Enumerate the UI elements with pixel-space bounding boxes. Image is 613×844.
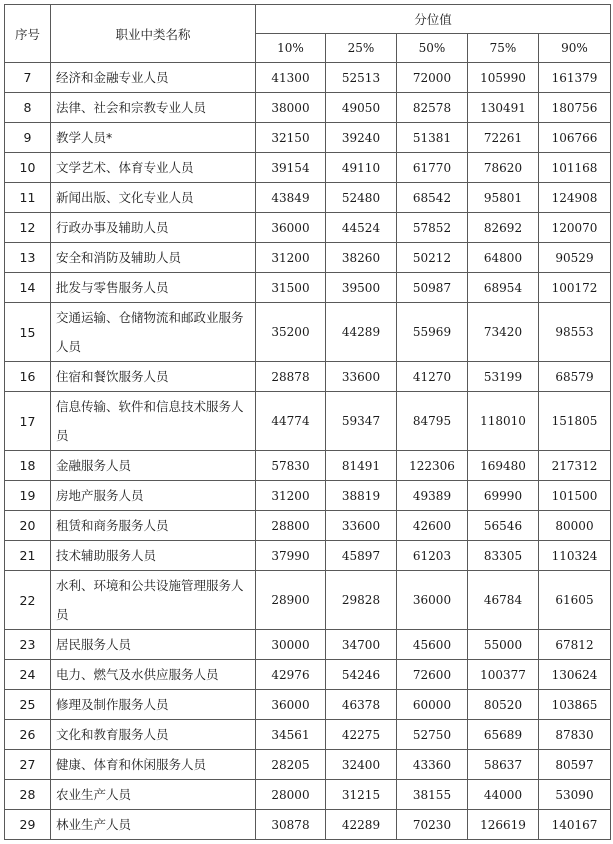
percentile-header: 90% — [539, 34, 611, 63]
table-row — [5, 183, 611, 213]
percentile-value: 36000 — [397, 571, 468, 630]
percentile-value: 35200 — [256, 303, 326, 362]
percentile-value: 118010 — [468, 392, 539, 451]
percentile-value: 126619 — [468, 810, 539, 840]
row-index: 27 — [5, 750, 51, 780]
table-row — [5, 392, 611, 451]
percentile-value: 90529 — [539, 243, 611, 273]
table-row — [5, 303, 611, 362]
row-index: 11 — [5, 183, 51, 213]
table-row — [5, 630, 611, 660]
percentile-value: 38000 — [256, 93, 326, 123]
percentile-value: 100172 — [539, 273, 611, 303]
table-row — [5, 362, 611, 392]
percentile-value: 39500 — [326, 273, 397, 303]
occupation-name: 经济和金融专业人员 — [51, 63, 256, 93]
percentile-value: 103865 — [539, 690, 611, 720]
percentile-value: 130491 — [468, 93, 539, 123]
occupation-name: 农业生产人员 — [51, 780, 256, 810]
table-row — [5, 511, 611, 541]
percentile-value: 130624 — [539, 660, 611, 690]
table-row — [5, 123, 611, 153]
row-index: 23 — [5, 630, 51, 660]
occupation-name: 租赁和商务服务人员 — [51, 511, 256, 541]
percentile-value: 64800 — [468, 243, 539, 273]
table-row — [5, 810, 611, 840]
percentile-value: 45897 — [326, 541, 397, 571]
salary-percentile-table — [4, 4, 611, 840]
occupation-name: 金融服务人员 — [51, 451, 256, 481]
row-index: 29 — [5, 810, 51, 840]
percentile-value: 42976 — [256, 660, 326, 690]
row-index: 9 — [5, 123, 51, 153]
percentile-value: 60000 — [397, 690, 468, 720]
occupation-name: 交通运输、仓储物流和邮政业服务人员 — [51, 303, 256, 362]
percentile-value: 36000 — [256, 213, 326, 243]
percentile-value: 57852 — [397, 213, 468, 243]
table-body — [5, 63, 611, 840]
percentile-value: 32400 — [326, 750, 397, 780]
row-index: 28 — [5, 780, 51, 810]
percentile-value: 44524 — [326, 213, 397, 243]
row-index: 10 — [5, 153, 51, 183]
table-row — [5, 660, 611, 690]
percentile-value: 72261 — [468, 123, 539, 153]
occupation-name: 新闻出版、文化专业人员 — [51, 183, 256, 213]
row-index: 13 — [5, 243, 51, 273]
table-row — [5, 273, 611, 303]
percentile-value: 59347 — [326, 392, 397, 451]
percentile-value: 41270 — [397, 362, 468, 392]
percentile-value: 49050 — [326, 93, 397, 123]
occupation-name: 居民服务人员 — [51, 630, 256, 660]
percentile-value: 95801 — [468, 183, 539, 213]
occupation-name: 文学艺术、体育专业人员 — [51, 153, 256, 183]
row-index: 19 — [5, 481, 51, 511]
table-row — [5, 63, 611, 93]
row-index: 20 — [5, 511, 51, 541]
percentile-value: 56546 — [468, 511, 539, 541]
percentile-value: 67812 — [539, 630, 611, 660]
percentile-value: 53199 — [468, 362, 539, 392]
occupation-name: 信息传输、软件和信息技术服务人员 — [51, 392, 256, 451]
percentile-value: 38819 — [326, 481, 397, 511]
percentile-value: 30000 — [256, 630, 326, 660]
percentile-value: 52750 — [397, 720, 468, 750]
percentile-value: 43360 — [397, 750, 468, 780]
percentile-value: 80597 — [539, 750, 611, 780]
percentile-value: 51381 — [397, 123, 468, 153]
percentile-value: 101168 — [539, 153, 611, 183]
percentile-value: 80520 — [468, 690, 539, 720]
occupation-name: 电力、燃气及水供应服务人员 — [51, 660, 256, 690]
percentile-value: 68954 — [468, 273, 539, 303]
percentile-value: 44774 — [256, 392, 326, 451]
percentile-value: 98553 — [539, 303, 611, 362]
table-row — [5, 481, 611, 511]
percentile-value: 73420 — [468, 303, 539, 362]
occupation-name: 健康、体育和休闲服务人员 — [51, 750, 256, 780]
percentile-value: 36000 — [256, 690, 326, 720]
percentile-value: 39154 — [256, 153, 326, 183]
percentile-value: 52513 — [326, 63, 397, 93]
percentile-value: 33600 — [326, 511, 397, 541]
percentile-value: 105990 — [468, 63, 539, 93]
percentile-value: 39240 — [326, 123, 397, 153]
percentile-value: 37990 — [256, 541, 326, 571]
occupation-name: 住宿和餐饮服务人员 — [51, 362, 256, 392]
header-row — [5, 5, 611, 34]
row-index: 15 — [5, 303, 51, 362]
row-index: 8 — [5, 93, 51, 123]
percentile-value: 68579 — [539, 362, 611, 392]
percentile-value: 34700 — [326, 630, 397, 660]
percentile-value: 44000 — [468, 780, 539, 810]
percentile-value: 169480 — [468, 451, 539, 481]
occupation-name: 安全和消防及辅助人员 — [51, 243, 256, 273]
index-column-header: 序号 — [5, 5, 51, 63]
percentile-value: 106766 — [539, 123, 611, 153]
percentile-value: 78620 — [468, 153, 539, 183]
occupation-name: 行政办事及辅助人员 — [51, 213, 256, 243]
table-row — [5, 451, 611, 481]
percentile-value: 54246 — [326, 660, 397, 690]
percentile-value: 41300 — [256, 63, 326, 93]
percentile-value: 33600 — [326, 362, 397, 392]
percentile-value: 28878 — [256, 362, 326, 392]
percentile-value: 72600 — [397, 660, 468, 690]
occupation-name: 修理及制作服务人员 — [51, 690, 256, 720]
row-index: 14 — [5, 273, 51, 303]
percentile-value: 122306 — [397, 451, 468, 481]
percentile-value: 45600 — [397, 630, 468, 660]
occupation-name: 技术辅助服务人员 — [51, 541, 256, 571]
percentile-value: 46784 — [468, 571, 539, 630]
percentile-value: 72000 — [397, 63, 468, 93]
table-row — [5, 541, 611, 571]
table-row — [5, 213, 611, 243]
percentile-value: 31200 — [256, 243, 326, 273]
percentile-value: 120070 — [539, 213, 611, 243]
percentile-value: 69990 — [468, 481, 539, 511]
occupation-name: 法律、社会和宗教专业人员 — [51, 93, 256, 123]
percentile-value: 38155 — [397, 780, 468, 810]
percentile-value: 49389 — [397, 481, 468, 511]
percentile-value: 42600 — [397, 511, 468, 541]
occupation-name: 批发与零售服务人员 — [51, 273, 256, 303]
percentile-value: 34561 — [256, 720, 326, 750]
percentile-value: 52480 — [326, 183, 397, 213]
percentile-value: 50987 — [397, 273, 468, 303]
percentile-value: 57830 — [256, 451, 326, 481]
percentile-value: 50212 — [397, 243, 468, 273]
percentile-value: 217312 — [539, 451, 611, 481]
percentile-value: 151805 — [539, 392, 611, 451]
percentile-value: 30878 — [256, 810, 326, 840]
percentile-value: 140167 — [539, 810, 611, 840]
row-index: 18 — [5, 451, 51, 481]
percentile-value: 31215 — [326, 780, 397, 810]
row-index: 7 — [5, 63, 51, 93]
percentile-value: 28800 — [256, 511, 326, 541]
percentile-value: 44289 — [326, 303, 397, 362]
percentile-header: 75% — [468, 34, 539, 63]
table-row — [5, 93, 611, 123]
percentile-value: 49110 — [326, 153, 397, 183]
percentile-value: 28000 — [256, 780, 326, 810]
percentile-header: 25% — [326, 34, 397, 63]
percentile-value: 55969 — [397, 303, 468, 362]
row-index: 22 — [5, 571, 51, 630]
percentile-value: 82578 — [397, 93, 468, 123]
table-row — [5, 780, 611, 810]
percentile-value: 87830 — [539, 720, 611, 750]
percentile-value: 82692 — [468, 213, 539, 243]
percentile-value: 31500 — [256, 273, 326, 303]
percentile-value: 61770 — [397, 153, 468, 183]
percentile-value: 28900 — [256, 571, 326, 630]
percentile-value: 61605 — [539, 571, 611, 630]
table-row — [5, 750, 611, 780]
percentile-value: 46378 — [326, 690, 397, 720]
percentile-value: 101500 — [539, 481, 611, 511]
percentile-value: 58637 — [468, 750, 539, 780]
percentile-value: 180756 — [539, 93, 611, 123]
occupation-name: 教学人员* — [51, 123, 256, 153]
percentile-value: 83305 — [468, 541, 539, 571]
percentile-value: 29828 — [326, 571, 397, 630]
occupation-name: 房地产服务人员 — [51, 481, 256, 511]
row-index: 16 — [5, 362, 51, 392]
percentile-value: 65689 — [468, 720, 539, 750]
percentile-value: 81491 — [326, 451, 397, 481]
percentile-group-header: 分位值 — [256, 5, 611, 34]
occupation-name: 林业生产人员 — [51, 810, 256, 840]
percentile-value: 100377 — [468, 660, 539, 690]
percentile-header: 10% — [256, 34, 326, 63]
percentile-value: 124908 — [539, 183, 611, 213]
percentile-value: 110324 — [539, 541, 611, 571]
percentile-value: 42289 — [326, 810, 397, 840]
percentile-value: 55000 — [468, 630, 539, 660]
percentile-value: 43849 — [256, 183, 326, 213]
percentile-value: 161379 — [539, 63, 611, 93]
row-index: 12 — [5, 213, 51, 243]
row-index: 21 — [5, 541, 51, 571]
table-row — [5, 153, 611, 183]
table-row — [5, 571, 611, 630]
percentile-value: 70230 — [397, 810, 468, 840]
percentile-value: 84795 — [397, 392, 468, 451]
percentile-value: 31200 — [256, 481, 326, 511]
row-index: 25 — [5, 690, 51, 720]
percentile-value: 61203 — [397, 541, 468, 571]
percentile-value: 80000 — [539, 511, 611, 541]
row-index: 24 — [5, 660, 51, 690]
percentile-header: 50% — [397, 34, 468, 63]
percentile-value: 38260 — [326, 243, 397, 273]
percentile-value: 68542 — [397, 183, 468, 213]
percentile-value: 53090 — [539, 780, 611, 810]
occupation-name: 文化和教育服务人员 — [51, 720, 256, 750]
percentile-value: 42275 — [326, 720, 397, 750]
table-row — [5, 690, 611, 720]
row-index: 26 — [5, 720, 51, 750]
occupation-name: 水利、环境和公共设施管理服务人员 — [51, 571, 256, 630]
percentile-value: 32150 — [256, 123, 326, 153]
percentile-value: 28205 — [256, 750, 326, 780]
table-row — [5, 720, 611, 750]
table-row — [5, 243, 611, 273]
name-column-header: 职业中类名称 — [51, 5, 256, 63]
row-index: 17 — [5, 392, 51, 451]
